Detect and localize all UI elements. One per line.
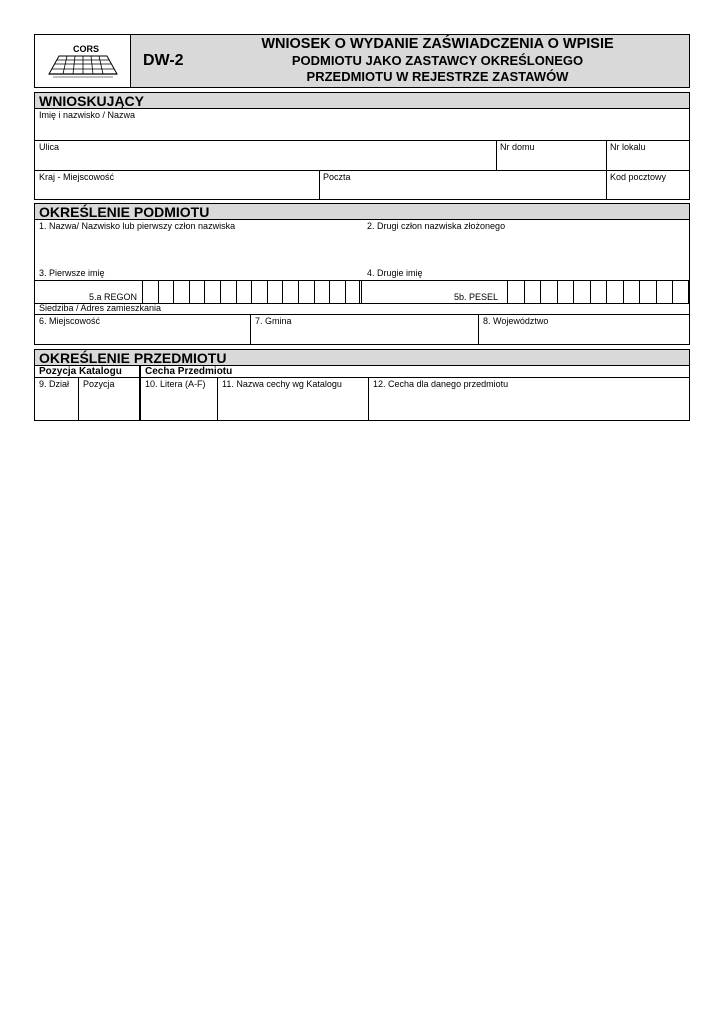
catalog-header-label: Pozycja Katalogu [39, 366, 122, 377]
pesel-digit-box[interactable] [524, 281, 541, 303]
regon-digit-box[interactable] [345, 281, 361, 303]
applicant-street-row [35, 140, 689, 170]
regon-label: 5.a REGON [89, 292, 138, 302]
zip-code-field[interactable] [606, 171, 689, 199]
regon-digit-box[interactable] [204, 281, 220, 303]
flat-number-label: Nr lokalu [610, 142, 646, 152]
voivodeship-field[interactable] [478, 315, 689, 344]
regon-pesel-row [35, 280, 689, 303]
form-title-line2: PODMIOTU JAKO ZASTAWCY OKREŚLONEGO [291, 53, 584, 68]
regon-digit-box[interactable] [236, 281, 252, 303]
pesel-digit-box[interactable] [557, 281, 574, 303]
commune-field[interactable] [250, 315, 478, 344]
feature-header-label: Cecha Przedmiotu [145, 366, 233, 377]
applicant-section-title: WNIOSKUJĄCY [39, 93, 145, 109]
applicant-section-header [35, 93, 689, 109]
pesel-digit-box[interactable] [590, 281, 607, 303]
feature-value-label: 12. Cecha dla danego przedmiotu [373, 379, 509, 389]
pesel-digit-box[interactable] [672, 281, 689, 303]
subject-name-field[interactable] [35, 220, 363, 266]
regon-digit-boxes[interactable] [142, 281, 361, 303]
street-label: Ulica [39, 142, 60, 152]
subject-second-surname-field[interactable] [363, 220, 689, 266]
pesel-digit-box[interactable] [656, 281, 673, 303]
feature-name-label: 11. Nazwa cechy wg Katalogu [222, 379, 342, 389]
regon-digit-box[interactable] [282, 281, 298, 303]
subject-section-header [35, 204, 689, 220]
letter-field[interactable] [139, 378, 217, 420]
street-field[interactable] [35, 141, 496, 170]
form-title-line1: WNIOSEK O WYDANIE ZAŚWIADCZENIA O WPISIE [261, 36, 614, 52]
address-row [35, 314, 689, 344]
post-office-field[interactable] [319, 171, 606, 199]
locality-field[interactable] [35, 315, 250, 344]
pesel-digit-box[interactable] [573, 281, 590, 303]
form-header [34, 34, 690, 88]
regon-digit-box[interactable] [173, 281, 189, 303]
catalog-header [35, 366, 139, 378]
pesel-digit-box[interactable] [639, 281, 656, 303]
regon-digit-box[interactable] [251, 281, 267, 303]
feature-value-field[interactable] [368, 378, 689, 420]
regon-digit-box[interactable] [142, 281, 158, 303]
regon-digit-box[interactable] [314, 281, 330, 303]
pesel-digit-box[interactable] [540, 281, 557, 303]
house-number-field[interactable] [496, 141, 606, 170]
address-label: Siedziba / Adres zamieszkania [39, 303, 162, 313]
house-number-label: Nr domu [500, 142, 535, 152]
letter-label: 10. Litera (A-F) [145, 379, 206, 389]
subject-first-name-label: 3. Pierwsze imię [39, 268, 105, 278]
commune-label: 7. Gmina [255, 316, 292, 326]
applicant-city-row [35, 170, 689, 199]
pesel-digit-boxes[interactable] [507, 281, 689, 303]
address-subheader [35, 303, 689, 314]
applicant-name-field[interactable] [35, 109, 689, 140]
form-title [190, 35, 685, 87]
subject-first-name-field[interactable] [35, 266, 363, 280]
regon-digit-box[interactable] [267, 281, 283, 303]
feature-header [139, 366, 689, 378]
city-label: Kraj - Miejscowość [39, 172, 115, 182]
department-label: 9. Dział [39, 379, 70, 389]
feature-name-field[interactable] [217, 378, 368, 420]
zip-code-label: Kod pocztowy [610, 172, 667, 182]
applicant-name-label: Imię i nazwisko / Nazwa [39, 110, 136, 120]
subject-section [34, 203, 690, 345]
item-section-header [35, 350, 689, 366]
form-code: DW-2 [143, 52, 184, 69]
item-section-title: OKREŚLENIE PRZEDMIOTU [39, 350, 227, 366]
regon-digit-box[interactable] [158, 281, 174, 303]
locality-label: 6. Miejscowość [39, 316, 101, 326]
logo-text: CORS [73, 44, 100, 54]
pesel-digit-box[interactable] [623, 281, 640, 303]
regon-pesel-divider [361, 281, 362, 303]
item-columns-row [35, 378, 689, 420]
position-label: Pozycja [83, 379, 115, 389]
pesel-digit-box[interactable] [606, 281, 623, 303]
post-office-label: Poczta [323, 172, 351, 182]
flat-number-field[interactable] [606, 141, 689, 170]
item-section [34, 349, 690, 421]
department-field[interactable] [35, 378, 78, 420]
cors-logo [45, 42, 121, 82]
subject-section-title: OKREŚLENIE PODMIOTU [39, 204, 210, 220]
regon-digit-box[interactable] [298, 281, 314, 303]
applicant-section [34, 92, 690, 200]
subject-second-surname-label: 2. Drugi człon nazwiska złożonego [367, 221, 506, 231]
subject-second-name-field[interactable] [363, 266, 689, 280]
regon-digit-box[interactable] [329, 281, 345, 303]
form-title-line3: PRZEDMIOTU W REJESTRZE ZASTAWÓW [306, 69, 569, 84]
city-field[interactable] [35, 171, 319, 199]
pesel-label: 5b. PESEL [454, 292, 499, 302]
voivodeship-label: 8. Województwo [483, 316, 549, 326]
subject-name-label: 1. Nazwa/ Nazwisko lub pierwszy człon nazwiska [39, 221, 236, 231]
regon-digit-box[interactable] [220, 281, 236, 303]
pesel-digit-box[interactable] [507, 281, 524, 303]
regon-digit-box[interactable] [189, 281, 205, 303]
position-field[interactable] [78, 378, 139, 420]
subject-second-name-label: 4. Drugie imię [367, 268, 423, 278]
